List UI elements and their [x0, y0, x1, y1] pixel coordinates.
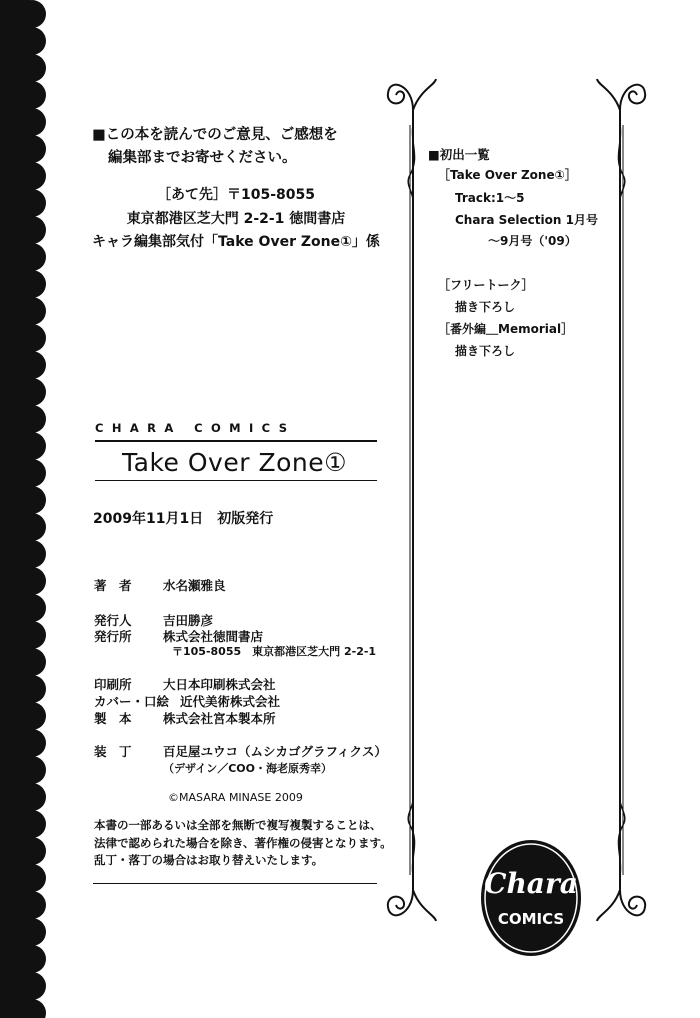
first-serialization-entry: ［Take Over Zone①］ — [438, 168, 577, 182]
publication-date: 2009年11月1日 初版発行 — [93, 511, 274, 527]
scallop — [18, 540, 46, 568]
scallop — [18, 891, 46, 919]
scallop — [18, 351, 46, 379]
publisher-person: 吉田勝彦 — [163, 613, 214, 628]
scallop — [18, 729, 46, 757]
title-rule-bottom — [95, 480, 377, 481]
mailing-address — [92, 184, 380, 255]
scallop — [18, 513, 46, 541]
notice-line1: 本書の一部あるいは全部を無断で複写複製することは、 — [94, 818, 382, 832]
scallop — [18, 189, 46, 217]
scallop — [18, 918, 46, 946]
scallop — [18, 837, 46, 865]
address-line1: ［あて先］〒105-8055 — [157, 187, 315, 203]
scallop — [18, 378, 46, 406]
book-title: Take Over Zone① — [122, 448, 348, 477]
scallop — [18, 972, 46, 1000]
scallop — [18, 810, 46, 838]
logo-comics-text: COMICS — [497, 910, 565, 928]
scallop — [18, 486, 46, 514]
first-serialization-entry: Chara Selection 1月号 — [455, 213, 598, 227]
design-credit: （デザイン／COO・海老原秀幸） — [163, 762, 333, 775]
scallop — [18, 594, 46, 622]
scallop — [18, 621, 46, 649]
scallop — [18, 945, 46, 973]
first-serialization-entry: Track:1～5 — [455, 191, 525, 205]
copyright: ©MASARA MINASE 2009 — [168, 791, 303, 804]
scallop — [18, 405, 46, 433]
scallop — [18, 108, 46, 136]
scallop — [18, 297, 46, 325]
scallop — [18, 216, 46, 244]
scallop — [18, 324, 46, 352]
feedback-request-line1: ■この本を読んでのご意見、ご感想を — [92, 127, 338, 143]
scallop — [18, 702, 46, 730]
design-label: 装 丁 — [94, 744, 132, 759]
notice-line2: 法律で認められた場合を除き、著作権の侵害となります。 — [94, 835, 392, 850]
author-name: 水名瀬雅良 — [163, 578, 226, 593]
scallop — [18, 756, 46, 784]
cover-label: カバー・口絵 — [94, 694, 170, 709]
copy-notice — [94, 817, 392, 870]
feedback-request — [92, 124, 338, 170]
scallop — [18, 243, 46, 271]
feedback-request-line2: 編集部までお寄せください。 — [108, 150, 297, 166]
address-line3: キャラ編集部気付「Take Over Zone①」係 — [92, 234, 380, 250]
address-line2: 東京都港区芝大門 2-2-1 徳間書店 — [126, 210, 346, 227]
scalloped-border — [0, 0, 60, 1018]
scallop — [18, 54, 46, 82]
series-name: CHARA COMICS — [95, 421, 296, 435]
scallop — [18, 135, 46, 163]
chara-comics-logo — [479, 838, 583, 958]
first-serialization-entry: 描き下ろし — [455, 344, 516, 358]
cover-printer: 近代美術株式会社 — [180, 694, 281, 709]
publisher-person-label: 発行人 — [94, 613, 132, 628]
first-serialization-entry: ［フリートーク］ — [438, 278, 534, 292]
first-serialization-heading: ■初出一覧 — [428, 147, 490, 162]
scallop — [18, 0, 46, 28]
binding-label: 製 本 — [94, 711, 132, 726]
scallop — [18, 864, 46, 892]
first-serialization-entry: ～9月号（'09） — [488, 234, 577, 248]
scallop — [18, 270, 46, 298]
title-rule-top — [95, 440, 377, 442]
design-name: 百足屋ユウコ（ムシカゴグラフィクス） — [163, 744, 387, 759]
scallop — [18, 459, 46, 487]
logo-chara-text: Chara — [484, 867, 578, 900]
scallop — [18, 27, 46, 55]
publisher-name: 株式会社徳間書店 — [163, 629, 264, 644]
scallop — [18, 567, 46, 595]
scallop — [18, 432, 46, 460]
printer-name: 大日本印刷株式会社 — [163, 677, 276, 692]
author-label: 著 者 — [94, 578, 132, 593]
scallop — [18, 675, 46, 703]
bottom-rule — [93, 883, 377, 884]
scallop — [18, 81, 46, 109]
binding-name: 株式会社宮本製本所 — [163, 711, 276, 726]
scallop — [18, 648, 46, 676]
publisher-label: 発行所 — [94, 629, 132, 644]
first-serialization-entry: 描き下ろし — [455, 300, 516, 314]
publisher-address: 〒105-8055 東京都港区芝大門 2-2-1 — [172, 645, 377, 658]
first-serialization-entry: ［番外編＿Memorial］ — [438, 322, 574, 336]
printer-label: 印刷所 — [94, 677, 132, 692]
scallop — [18, 783, 46, 811]
scallop — [18, 162, 46, 190]
notice-line3: 乱丁・落丁の場合はお取り替えいたします。 — [94, 853, 324, 867]
